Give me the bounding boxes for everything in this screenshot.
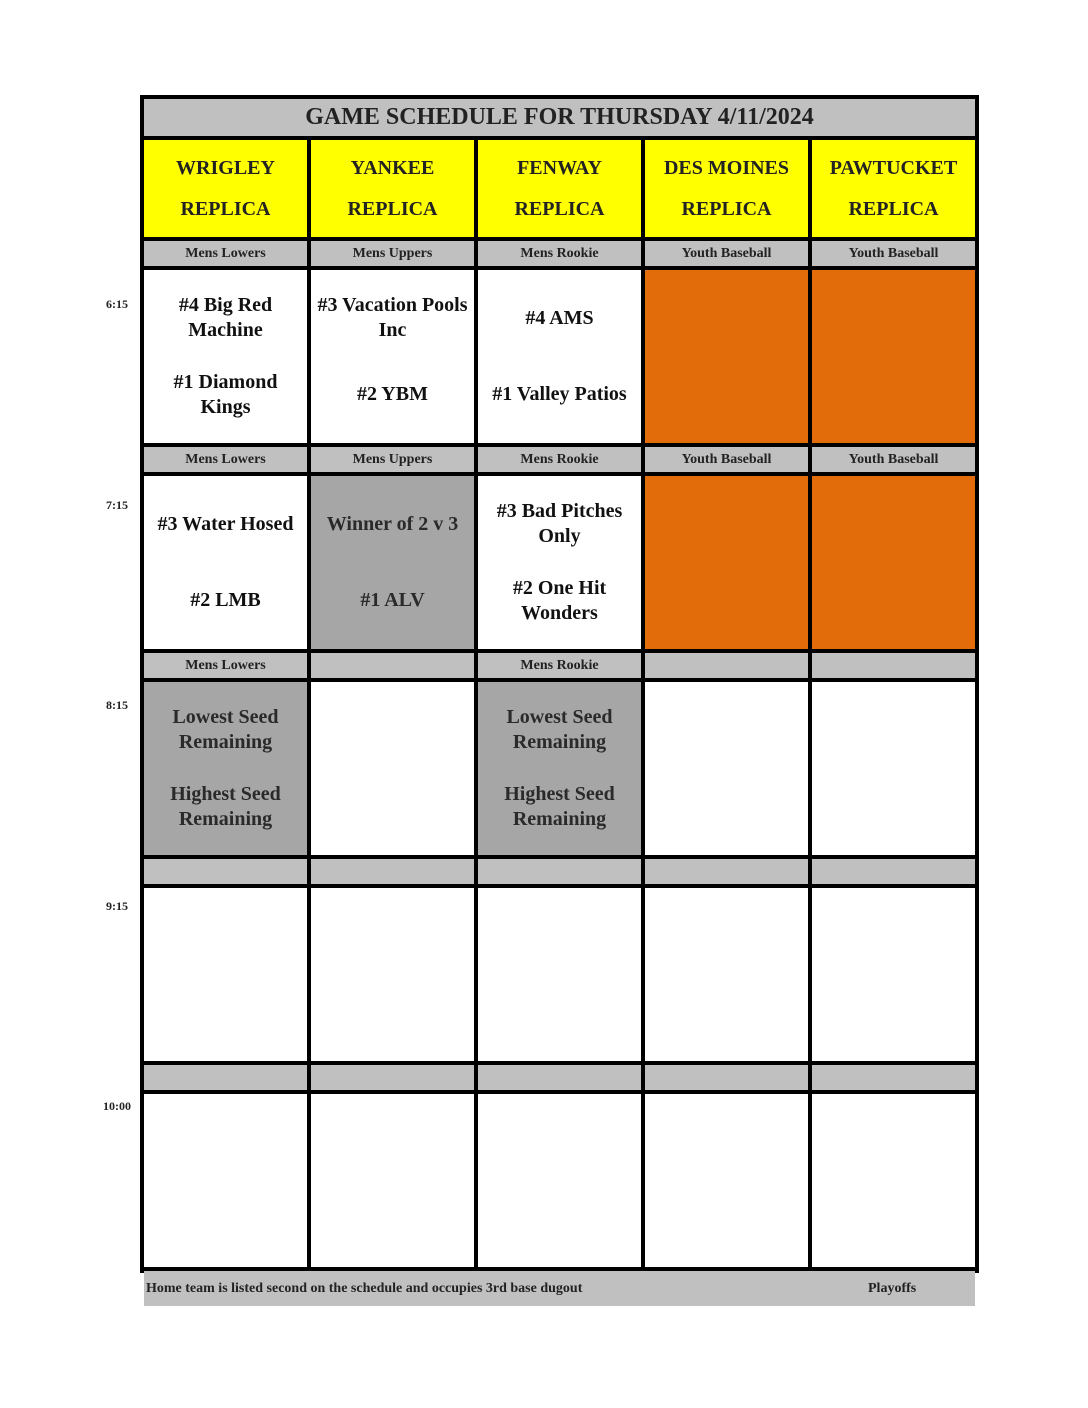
playoff-game-cell (144, 682, 307, 855)
time-label: 9:15 (106, 899, 128, 913)
blocked-field-cell (645, 270, 808, 443)
blocked-field-cell (645, 476, 808, 649)
game-cell (311, 270, 474, 443)
division-label: Mens Lowers (144, 447, 307, 472)
playoff-game-cell (311, 476, 474, 649)
division-label (645, 1065, 808, 1090)
division-label: Mens Lowers (144, 653, 307, 678)
home-team: Highest Seed Remaining (170, 782, 281, 830)
playoffs-label: Playoffs (868, 1280, 917, 1296)
away-team: Lowest Seed Remaining (172, 706, 279, 754)
schedule-table (140, 95, 979, 1296)
time-label: 8:15 (106, 698, 128, 712)
home-team-note: Home team is listed second on the schedule and occupies 3rd base dugout (146, 1280, 583, 1296)
division-label: Mens Lowers (144, 241, 307, 266)
venue-name: YANKEE (350, 156, 435, 179)
venue-header-fenway (478, 140, 641, 237)
empty-game-cell (812, 682, 975, 855)
home-team: #1 ALV (360, 589, 425, 612)
home-team: #1 Valley Patios (492, 383, 627, 406)
division-label (311, 1065, 474, 1090)
away-team: #4 Big Red Machine (178, 294, 273, 342)
division-label (812, 1065, 975, 1090)
division-label (645, 653, 808, 678)
schedule-title: GAME SCHEDULE FOR THURSDAY 4/11/2024 (144, 99, 975, 136)
empty-game-cell (812, 1094, 975, 1267)
division-label (311, 859, 474, 884)
division-label (478, 1065, 641, 1090)
venue-header-wrigley (144, 140, 307, 237)
empty-game-cell (311, 888, 474, 1061)
empty-game-cell (478, 888, 641, 1061)
division-label: Mens Uppers (311, 447, 474, 472)
empty-game-cell (144, 1094, 307, 1267)
empty-game-cell (812, 888, 975, 1061)
division-label (311, 653, 474, 678)
division-label: Mens Rookie (478, 447, 641, 472)
empty-game-cell (311, 682, 474, 855)
division-label: Youth Baseball (645, 241, 808, 266)
division-label (812, 859, 975, 884)
time-label: 7:15 (106, 498, 128, 512)
away-team: #3 Water Hosed (157, 512, 294, 535)
away-team: Lowest Seed Remaining (506, 706, 613, 754)
venue-subtitle: REPLICA (347, 197, 438, 220)
division-label (144, 1065, 307, 1090)
time-label: 10:00 (103, 1099, 131, 1113)
venue-header-des-moines (645, 140, 808, 237)
venue-name: FENWAY (517, 156, 602, 179)
division-label: Mens Rookie (478, 653, 641, 678)
away-team: #4 AMS (525, 306, 594, 329)
empty-game-cell (645, 888, 808, 1061)
game-cell (144, 270, 307, 443)
venue-subtitle: REPLICA (848, 197, 939, 220)
division-label: Youth Baseball (812, 241, 975, 266)
division-label: Mens Rookie (478, 241, 641, 266)
blocked-field-cell (812, 476, 975, 649)
home-team: #1 Diamond Kings (173, 370, 278, 418)
empty-game-cell (645, 682, 808, 855)
game-cell (478, 476, 641, 649)
blocked-field-cell (812, 270, 975, 443)
venue-subtitle: REPLICA (681, 197, 772, 220)
venue-name: WRIGLEY (176, 156, 275, 179)
division-label: Youth Baseball (812, 447, 975, 472)
division-label (144, 859, 307, 884)
schedule-footer (144, 1271, 975, 1306)
division-label (478, 859, 641, 884)
empty-game-cell (311, 1094, 474, 1267)
home-team: #2 One Hit Wonders (512, 576, 607, 624)
empty-game-cell (478, 1094, 641, 1267)
division-label: Youth Baseball (645, 447, 808, 472)
venue-header-pawtucket (812, 140, 975, 237)
venue-name: PAWTUCKET (829, 156, 958, 179)
game-cell (144, 476, 307, 649)
away-team: Winner of 2 v 3 (326, 512, 459, 535)
home-team: Highest Seed Remaining (504, 782, 615, 830)
empty-game-cell (645, 1094, 808, 1267)
venue-subtitle: REPLICA (514, 197, 605, 220)
home-team: #2 YBM (357, 383, 428, 406)
venue-subtitle: REPLICA (180, 197, 271, 220)
away-team: #3 Vacation Pools Inc (317, 294, 468, 342)
playoff-game-cell (478, 682, 641, 855)
division-label (812, 653, 975, 678)
empty-game-cell (144, 888, 307, 1061)
away-team: #3 Bad Pitches Only (496, 500, 623, 548)
division-label: Mens Uppers (311, 241, 474, 266)
time-label: 6:15 (106, 297, 128, 311)
venue-name: DES MOINES (663, 156, 790, 179)
venue-header-yankee (311, 140, 474, 237)
game-cell (478, 270, 641, 443)
home-team: #2 LMB (190, 589, 261, 612)
division-label (645, 859, 808, 884)
